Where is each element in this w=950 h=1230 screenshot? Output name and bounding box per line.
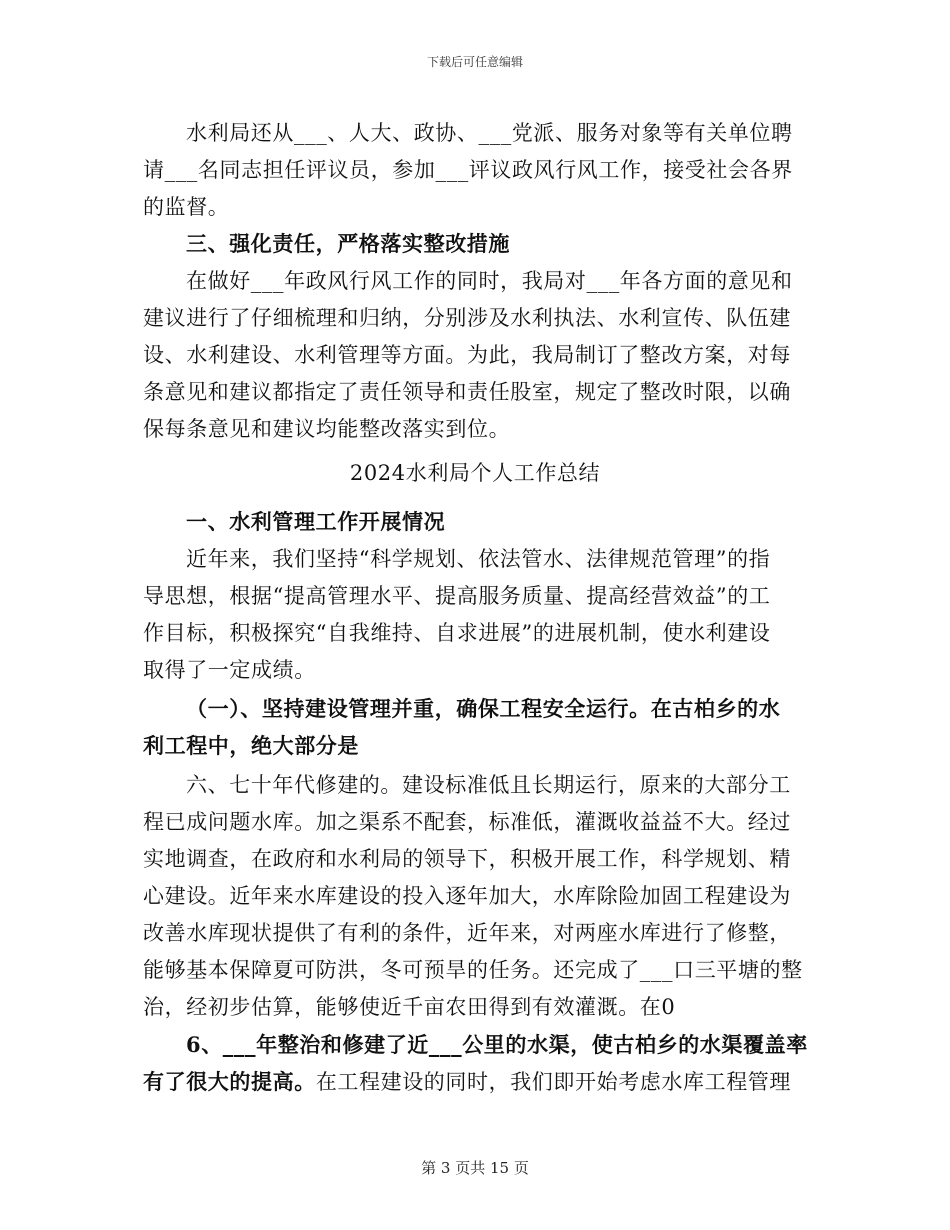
paragraph-line-bold: 6、___年整治和修建了近___公里的水渠，使古柏乡的水渠覆盖率 bbox=[186, 1032, 808, 1057]
text-segment: 在工程建设的同时，我们即开始考虑水库工程管理 bbox=[315, 1070, 792, 1094]
paragraph-line: 条意见和建议都指定了责任领导和责任股室，规定了整改时限，以确 bbox=[143, 380, 791, 404]
paragraph-line: 实地调查，在政府和水利局的领导下，积极开展工作，科学规划、精 bbox=[143, 847, 791, 871]
paragraph-line: 能够基本保障夏可防洪，冬可预旱的任务。还完成了___口三平塘的整 bbox=[143, 958, 803, 982]
paragraph-line: 在做好___年政风行风工作的同时，我局对___年各方面的意见和 bbox=[186, 269, 793, 293]
document-title: 2024水利局个人工作总结 bbox=[349, 461, 601, 485]
paragraph-line: 改善水库现状提供了有利的条件，近年来，对两座水库进行了修整， bbox=[143, 921, 791, 945]
paragraph-line: 水利局还从___、人大、政协、___党派、服务对象等有关单位聘 bbox=[186, 121, 793, 145]
section-heading: 一、水利管理工作开展情况 bbox=[186, 509, 446, 534]
page-number: 第 3 页共 15 页 bbox=[421, 1159, 529, 1177]
paragraph-line: 治，经初步估算，能够使近千亩农田得到有效灌溉。在0 bbox=[143, 995, 676, 1019]
paragraph-line: 作目标，积极探究“自我维持、自求进展”的进展机制，使水利建设 bbox=[143, 621, 771, 645]
paragraph-line: 程已成问题水库。加之渠系不配套，标准低，灌溉收益益不大。经过 bbox=[143, 810, 791, 834]
page-header-note: 下载后可任意编辑 bbox=[426, 55, 523, 69]
paragraph-line: 请___名同志担任评议员，参加___评议政风行风工作，接受社会各界 bbox=[143, 158, 793, 182]
subsection-heading: （一）、坚持建设管理并重，确保工程安全运行。在古柏乡的水 bbox=[186, 696, 781, 721]
subsection-heading: 利工程中，绝大部分是 bbox=[143, 733, 359, 758]
paragraph-line: 保每条意见和建议均能整改落实到位。 bbox=[143, 417, 511, 441]
paragraph-line: 设、水利建设、水利管理等方面。为此，我局制订了整改方案，对每 bbox=[143, 343, 791, 367]
paragraph-line: 建议进行了仔细梳理和归纳，分别涉及水利执法、水利宣传、队伍建 bbox=[143, 306, 791, 330]
paragraph-line: 六、七十年代修建的。建设标准低且长期运行，原来的大部分工 bbox=[186, 773, 791, 797]
paragraph-line bbox=[143, 1069, 813, 1095]
paragraph-line: 导思想，根据“提高管理水平、提高服务质量、提高经营效益”的工 bbox=[143, 584, 771, 608]
paragraph-line: 的监督。 bbox=[143, 195, 230, 219]
bold-text-segment: 有了很大的提高。 bbox=[143, 1069, 316, 1094]
section-heading: 三、强化责任，严格落实整改措施 bbox=[186, 231, 510, 256]
paragraph-line: 近年来，我们坚持“科学规划、依法管水、法律规范管理”的指 bbox=[186, 547, 771, 571]
paragraph-line: 心建设。近年来水库建设的投入逐年加大，水库除险加固工程建设为 bbox=[143, 884, 791, 908]
paragraph-line: 取得了一定成绩。 bbox=[143, 658, 316, 682]
